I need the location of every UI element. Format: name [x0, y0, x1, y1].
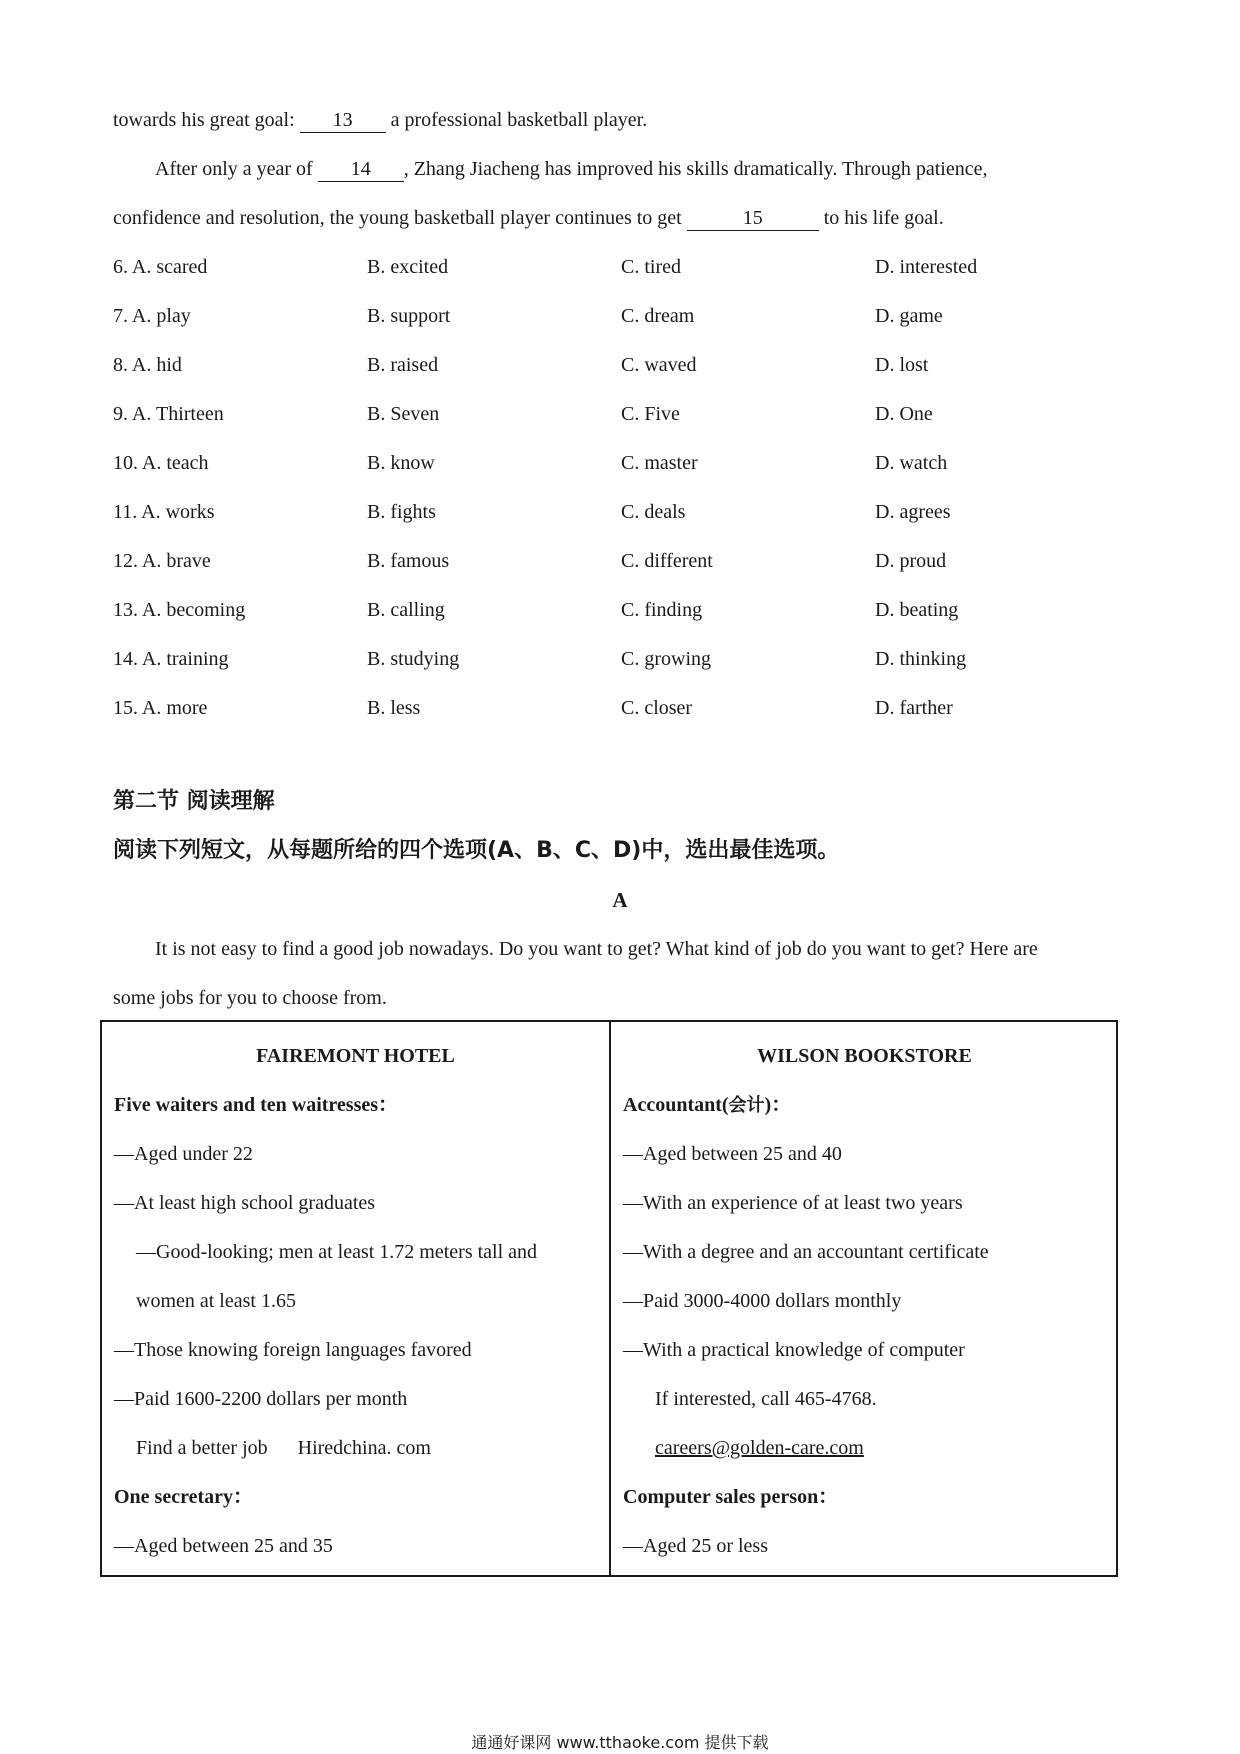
ad-title: WILSON BOOKSTORE: [757, 1045, 972, 1067]
option-c: C. tired: [621, 256, 681, 278]
option-row: [113, 253, 1133, 281]
option-c: C. finding: [621, 599, 703, 621]
option-b: B. Seven: [367, 403, 440, 425]
option-d: D. proud: [875, 550, 947, 572]
contact-info: Find a better job Hiredchina. com: [136, 1437, 431, 1459]
option-a: 12. A. brave: [113, 550, 211, 572]
option-b: B. fights: [367, 501, 436, 523]
option-a: 11. A. works: [113, 501, 215, 523]
option-b: B. famous: [367, 550, 450, 572]
job-ads-table: [100, 1020, 1118, 1577]
section-heading: 第二节 阅读理解: [113, 789, 275, 814]
passage-text: confidence and resolution, the young basketball player continues to get: [113, 207, 687, 229]
job-title: One secretary：: [114, 1486, 254, 1508]
contact-email-link[interactable]: [655, 1434, 864, 1462]
wilson-bookstore-ad: [611, 1022, 1118, 1575]
job-title-text: Accountant(: [623, 1094, 729, 1116]
requirement: —Those knowing foreign languages favored: [114, 1339, 472, 1361]
blank-15: 15: [687, 206, 819, 231]
option-a: 13. A. becoming: [113, 599, 246, 621]
option-b: B. know: [367, 452, 435, 474]
option-c: C. deals: [621, 501, 686, 523]
option-c: C. dream: [621, 305, 695, 327]
email-link-text[interactable]: careers@golden-care.com: [655, 1437, 864, 1459]
option-d: D. farther: [875, 697, 953, 719]
option-a: 10. A. teach: [113, 452, 209, 474]
passage-line: [155, 155, 987, 183]
page-footer: 通通好课网 www.tthaoke.com 提供下载: [471, 1733, 769, 1752]
requirement: —With a practical knowledge of computer: [623, 1339, 965, 1361]
option-row: [113, 449, 1133, 477]
intro-line: some jobs for you to choose from.: [113, 987, 387, 1009]
blank-13: 13: [300, 108, 386, 133]
passage-text: to his life goal.: [818, 207, 944, 229]
requirement: —Aged under 22: [114, 1143, 253, 1165]
option-d: D. beating: [875, 599, 959, 621]
option-c: C. different: [621, 550, 713, 572]
option-a: 14. A. training: [113, 648, 229, 670]
fairemont-hotel-ad: [102, 1022, 609, 1575]
requirement: —At least high school graduates: [114, 1192, 376, 1214]
option-a: 7. A. play: [113, 305, 191, 327]
option-row: [113, 302, 1133, 330]
blank-14: 14: [318, 157, 404, 182]
option-row: [113, 498, 1133, 526]
requirement: —Aged 25 or less: [623, 1535, 768, 1557]
intro-line: It is not easy to find a good job nowadays. Do you want to get? What kind of job do you want to get? Here are: [155, 938, 1038, 960]
option-a: 9. A. Thirteen: [113, 403, 224, 425]
option-c: C. waved: [621, 354, 697, 376]
option-d: D. thinking: [875, 648, 967, 670]
job-title-text: )：: [764, 1094, 792, 1116]
passage-text: After only a year of: [155, 158, 318, 180]
option-d: D. interested: [875, 256, 978, 278]
requirement: women at least 1.65: [136, 1290, 296, 1312]
passage-line: [113, 106, 647, 134]
option-row: [113, 400, 1133, 428]
option-c: C. master: [621, 452, 698, 474]
job-title: [623, 1091, 791, 1120]
option-row: [113, 547, 1133, 575]
job-title-chinese: 会计: [728, 1095, 765, 1116]
requirement: —Paid 3000-4000 dollars monthly: [623, 1290, 902, 1312]
option-row: [113, 645, 1133, 673]
option-b: B. less: [367, 697, 421, 719]
option-d: D. agrees: [875, 501, 951, 523]
option-b: B. calling: [367, 599, 445, 621]
passage-line: [113, 204, 944, 232]
option-row: [113, 596, 1133, 624]
option-a: 8. A. hid: [113, 354, 182, 376]
section-instruction: 阅读下列短文，从每题所给的四个选项(A、B、C、D)中，选出最佳选项。: [113, 838, 840, 863]
option-d: D. watch: [875, 452, 948, 474]
option-c: C. closer: [621, 697, 693, 719]
option-c: C. growing: [621, 648, 711, 670]
option-b: B. excited: [367, 256, 449, 278]
requirement: —Paid 1600-2200 dollars per month: [114, 1388, 408, 1410]
option-c: C. Five: [621, 403, 680, 425]
option-d: D. lost: [875, 354, 929, 376]
ad-title: FAIREMONT HOTEL: [256, 1045, 455, 1067]
option-d: D. One: [875, 403, 933, 425]
requirement: —With an experience of at least two years: [623, 1192, 963, 1214]
contact-phone: If interested, call 465-4768.: [655, 1388, 877, 1410]
requirement: —Aged between 25 and 35: [114, 1535, 333, 1557]
passage-text: a professional basketball player.: [385, 109, 648, 131]
option-d: D. game: [875, 305, 943, 327]
requirement: —Good-looking; men at least 1.72 meters tall and: [136, 1241, 538, 1263]
option-row: [113, 351, 1133, 379]
requirement: —Aged between 25 and 40: [623, 1143, 842, 1165]
job-title: Computer sales person：: [623, 1486, 839, 1508]
option-b: B. support: [367, 305, 451, 327]
option-a: 6. A. scared: [113, 256, 208, 278]
option-b: B. raised: [367, 354, 439, 376]
option-row: [113, 694, 1133, 722]
job-title: Five waiters and ten waitresses：: [114, 1094, 399, 1116]
passage-text: towards his great goal:: [113, 109, 300, 131]
requirement: —With a degree and an accountant certificate: [623, 1241, 989, 1263]
option-b: B. studying: [367, 648, 460, 670]
passage-text: , Zhang Jiacheng has improved his skills dramatically. Through patience,: [403, 158, 988, 180]
option-a: 15. A. more: [113, 697, 208, 719]
part-label: A: [612, 888, 628, 912]
